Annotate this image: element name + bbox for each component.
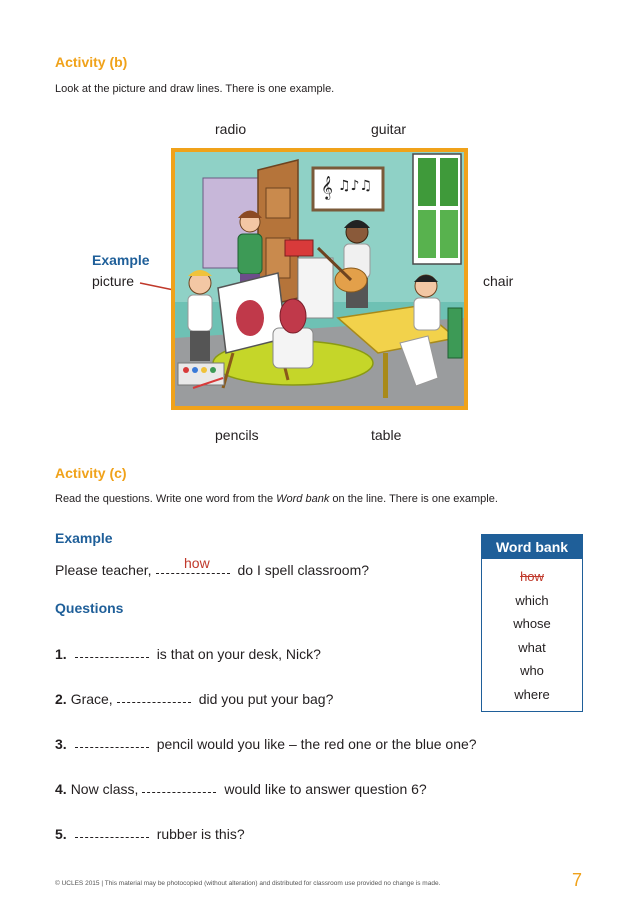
word-bank-item-which: which bbox=[515, 592, 549, 608]
questions-heading: Questions bbox=[55, 600, 124, 616]
answer-blank[interactable] bbox=[75, 837, 149, 838]
example-sentence bbox=[55, 562, 369, 578]
classroom-illustration bbox=[138, 148, 468, 410]
chair-object bbox=[448, 308, 462, 358]
word-bank-item-whose: whose bbox=[513, 616, 551, 631]
question-after: did you put your bag? bbox=[198, 691, 334, 707]
word-bank-item-who: who bbox=[520, 663, 544, 678]
pencils-object bbox=[178, 363, 224, 385]
word-bank-item-how: how bbox=[520, 569, 544, 584]
question-number: 3. bbox=[55, 736, 67, 752]
question-1 bbox=[55, 646, 321, 662]
question-after: pencil would you like – the red one or the blue one? bbox=[156, 736, 477, 752]
example-heading: Example bbox=[55, 530, 113, 546]
footer-copyright: © UCLES 2015 | This material may be photocopied (without alteration) and distributed for classroom use provided no change is made. bbox=[55, 880, 441, 887]
answer-blank[interactable] bbox=[117, 702, 191, 703]
instruction-after: on the line. There is one example. bbox=[329, 493, 498, 505]
question-number: 4. bbox=[55, 781, 67, 797]
activity-c-title: Activity (c) bbox=[55, 465, 127, 481]
svg-text:♫♪♫: ♫♪♫ bbox=[338, 178, 373, 194]
question-4 bbox=[55, 781, 427, 797]
radio-object bbox=[285, 240, 313, 256]
answer-blank[interactable] bbox=[75, 747, 149, 748]
example-answer: how bbox=[184, 555, 210, 571]
answer-blank[interactable] bbox=[75, 657, 149, 658]
label-picture: picture bbox=[92, 273, 135, 289]
label-table: table bbox=[371, 427, 402, 443]
activity-c-instruction bbox=[55, 493, 498, 505]
activity-b-instruction: Look at the picture and draw lines. There is one example. bbox=[55, 83, 335, 95]
question-number: 5. bbox=[55, 826, 67, 842]
question-5 bbox=[55, 826, 245, 842]
instruction-before: Read the questions. Write one word from the bbox=[55, 493, 277, 505]
question-before: Grace, bbox=[70, 691, 113, 707]
word-bank-item-where: where bbox=[514, 686, 550, 702]
activity-b-title: Activity (b) bbox=[55, 54, 128, 70]
label-guitar: guitar bbox=[371, 121, 407, 137]
svg-text:𝄞: 𝄞 bbox=[321, 175, 333, 199]
label-example: Example bbox=[92, 252, 150, 268]
question-after: would like to answer question 6? bbox=[224, 781, 427, 797]
question-after: is that on your desk, Nick? bbox=[156, 646, 321, 662]
question-before: Now class, bbox=[70, 781, 139, 797]
word-bank-title: Word bank bbox=[482, 535, 582, 559]
label-chair: chair bbox=[483, 273, 514, 289]
answer-blank[interactable] bbox=[142, 792, 216, 793]
question-number: 1. bbox=[55, 646, 67, 662]
word-bank-item-what: what bbox=[518, 639, 546, 655]
page-number: 7 bbox=[572, 870, 583, 890]
word-bank bbox=[481, 534, 583, 712]
question-2 bbox=[55, 691, 333, 707]
label-pencils: pencils bbox=[215, 427, 259, 443]
instruction-italic: Word bank bbox=[276, 493, 330, 505]
example-blank bbox=[156, 573, 230, 574]
question-after: rubber is this? bbox=[156, 826, 245, 842]
example-before: Please teacher, bbox=[55, 562, 152, 578]
question-number: 2. bbox=[55, 691, 67, 707]
example-after: do I spell classroom? bbox=[237, 562, 370, 578]
question-3 bbox=[55, 736, 477, 752]
label-radio: radio bbox=[215, 121, 247, 137]
